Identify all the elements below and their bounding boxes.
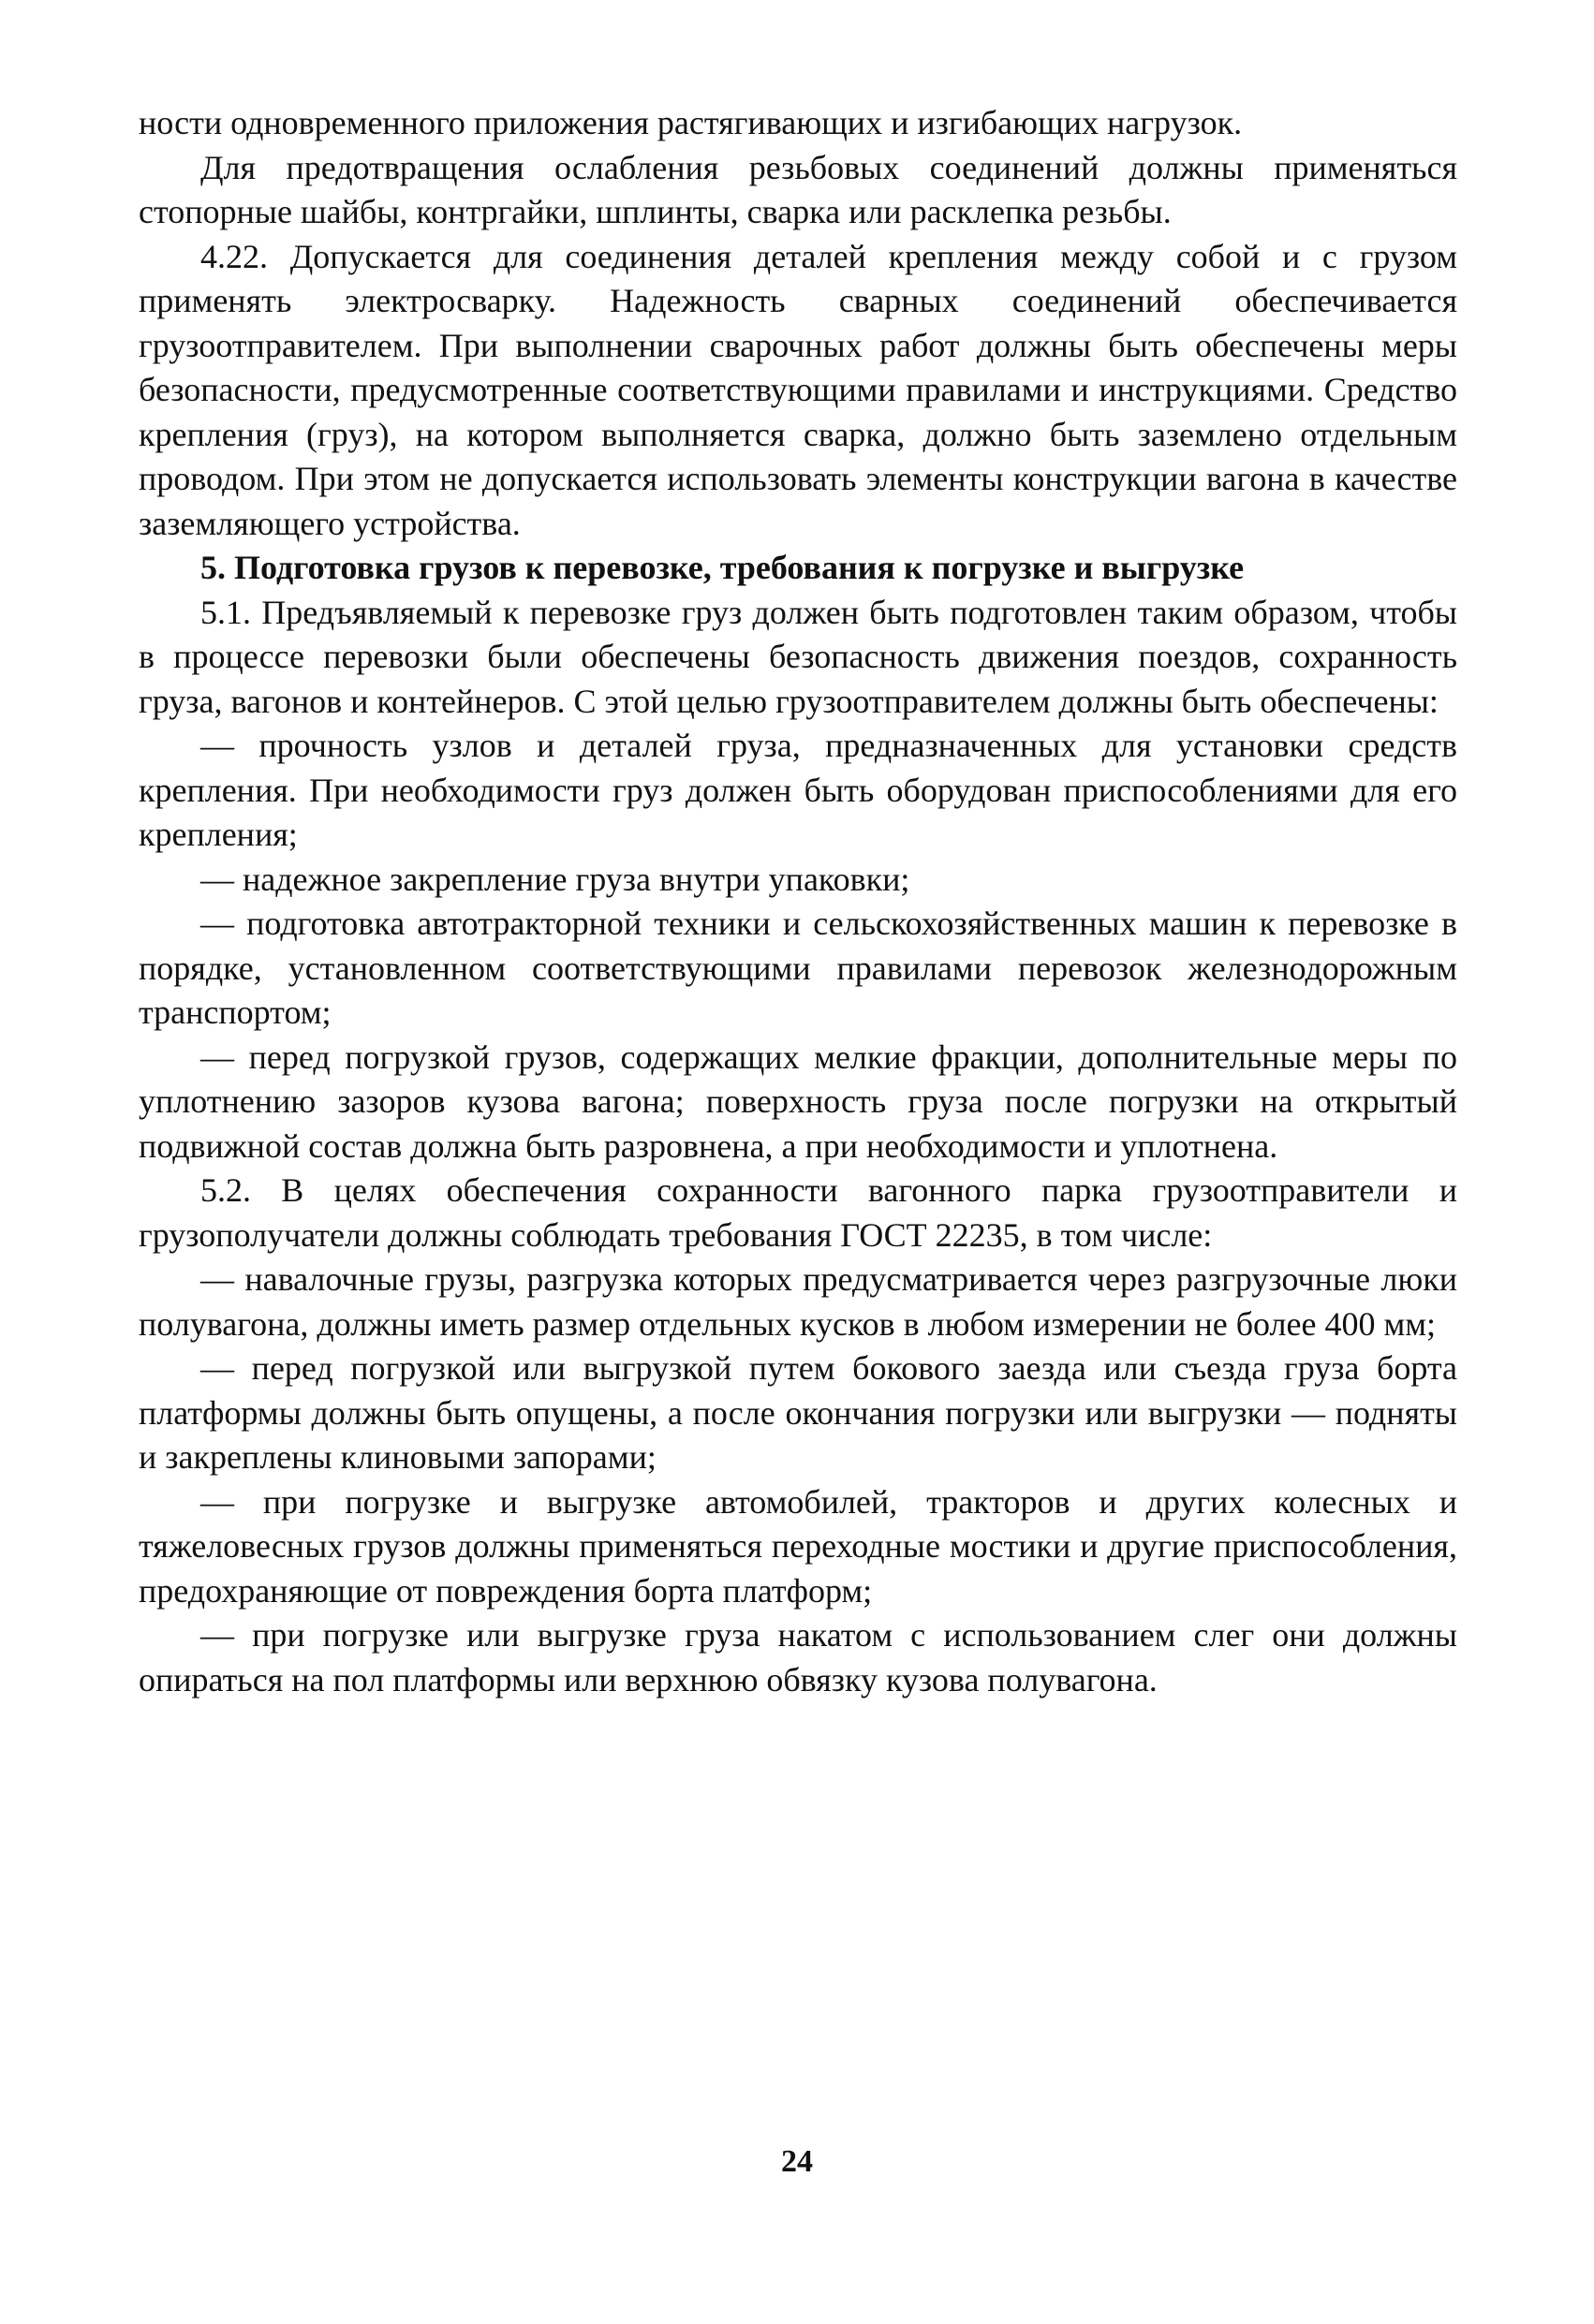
page-number: 24 [781,2144,813,2179]
list-item-bulk-cargo: — навалочные грузы, разгрузка которых предусматривается через разгрузочные люки полувагона, должны иметь размер отдельных кусков в любом измерении не более 400 мм; [139,1260,1457,1343]
paragraph-thread-locking: Для предотвращения ослабления резьбовых соединений должны применяться стопорные шайбы, контргайки, шплинты, сварка или расклепка резьбы. [139,148,1457,230]
list-item-bridges: — при погрузке и выгрузке автомобилей, тракторов и других колесных и тяжеловесных грузов должны применяться переходные мостики и другие приспособления, предохраняющие от повреждения борта платформ; [139,1482,1457,1610]
list-item-rolling: — при погрузке или выгрузке груза накатом с использованием слег они должны опираться на пол платформы или верхнюю обвязку кузова полувагона. [139,1616,1457,1699]
section-heading-5: 5. Подготовка грузов к перевозке, требования к погрузке и выгрузке [200,549,1245,586]
list-item-packaging: — надежное закрепление груза внутри упаковки; [200,860,910,898]
paragraph-continuation: ности одновременного приложения растягивающих и изгибающих нагрузок. [139,104,1243,141]
list-item-fine-fractions: — перед погрузкой грузов, содержащих мелкие фракции, дополнительные меры по уплотнению зазоров кузова вагона; поверхность груза после погрузки на открытый подвижной состав должна быть разровнена, а при необходимости и уплотнена. [139,1037,1457,1165]
page-body [139,101,1457,1702]
list-item-machinery: — подготовка автотракторной техники и сельскохозяйственных машин к перевозке в порядке, установленном соответствующими правилами перевозок железнодорожным транспортом; [139,905,1457,1031]
list-item-platform-sides: — перед погрузкой или выгрузкой путем бокового заезда или съезда груза борта платформы должны быть опущены, а после окончания погрузки или выгрузки — подняты и закреплены клиновыми запорами; [139,1349,1457,1476]
paragraph-4-22: 4.22. Допускается для соединения деталей крепления между собой и с грузом применять электросварку. Надежность сварных соединений обеспечивается грузоотправителем. При выполнении сварочных работ должны быть обеспечены меры безопасности, предусмотренные соответствующими правилами и инструкциями. Средство крепления (груз), на котором выполняется сварка, должно быть заземлено отдельным проводом. При этом не допускается использовать элементы конструкции вагона в качестве заземляющего устройства. [139,237,1457,542]
paragraph-5-2: 5.2. В целях обеспечения сохранности вагонного парка грузоотправители и грузополучатели должны соблюдать требования ГОСТ 22235, в том числе: [139,1171,1457,1254]
paragraph-5-1: 5.1. Предъявляемый к перевозке груз должен быть подготовлен таким образом, чтобы в процессе перевозки были обеспечены безопасность движения поездов, сохранность груза, вагонов и контейнеров. С этой целью грузоотправителем должны быть обеспечены: [139,593,1457,720]
list-item-strength: — прочность узлов и деталей груза, предназначенных для установки средств крепления. При необходимости груз должен быть оборудован приспособлениями для его крепления; [139,727,1457,853]
